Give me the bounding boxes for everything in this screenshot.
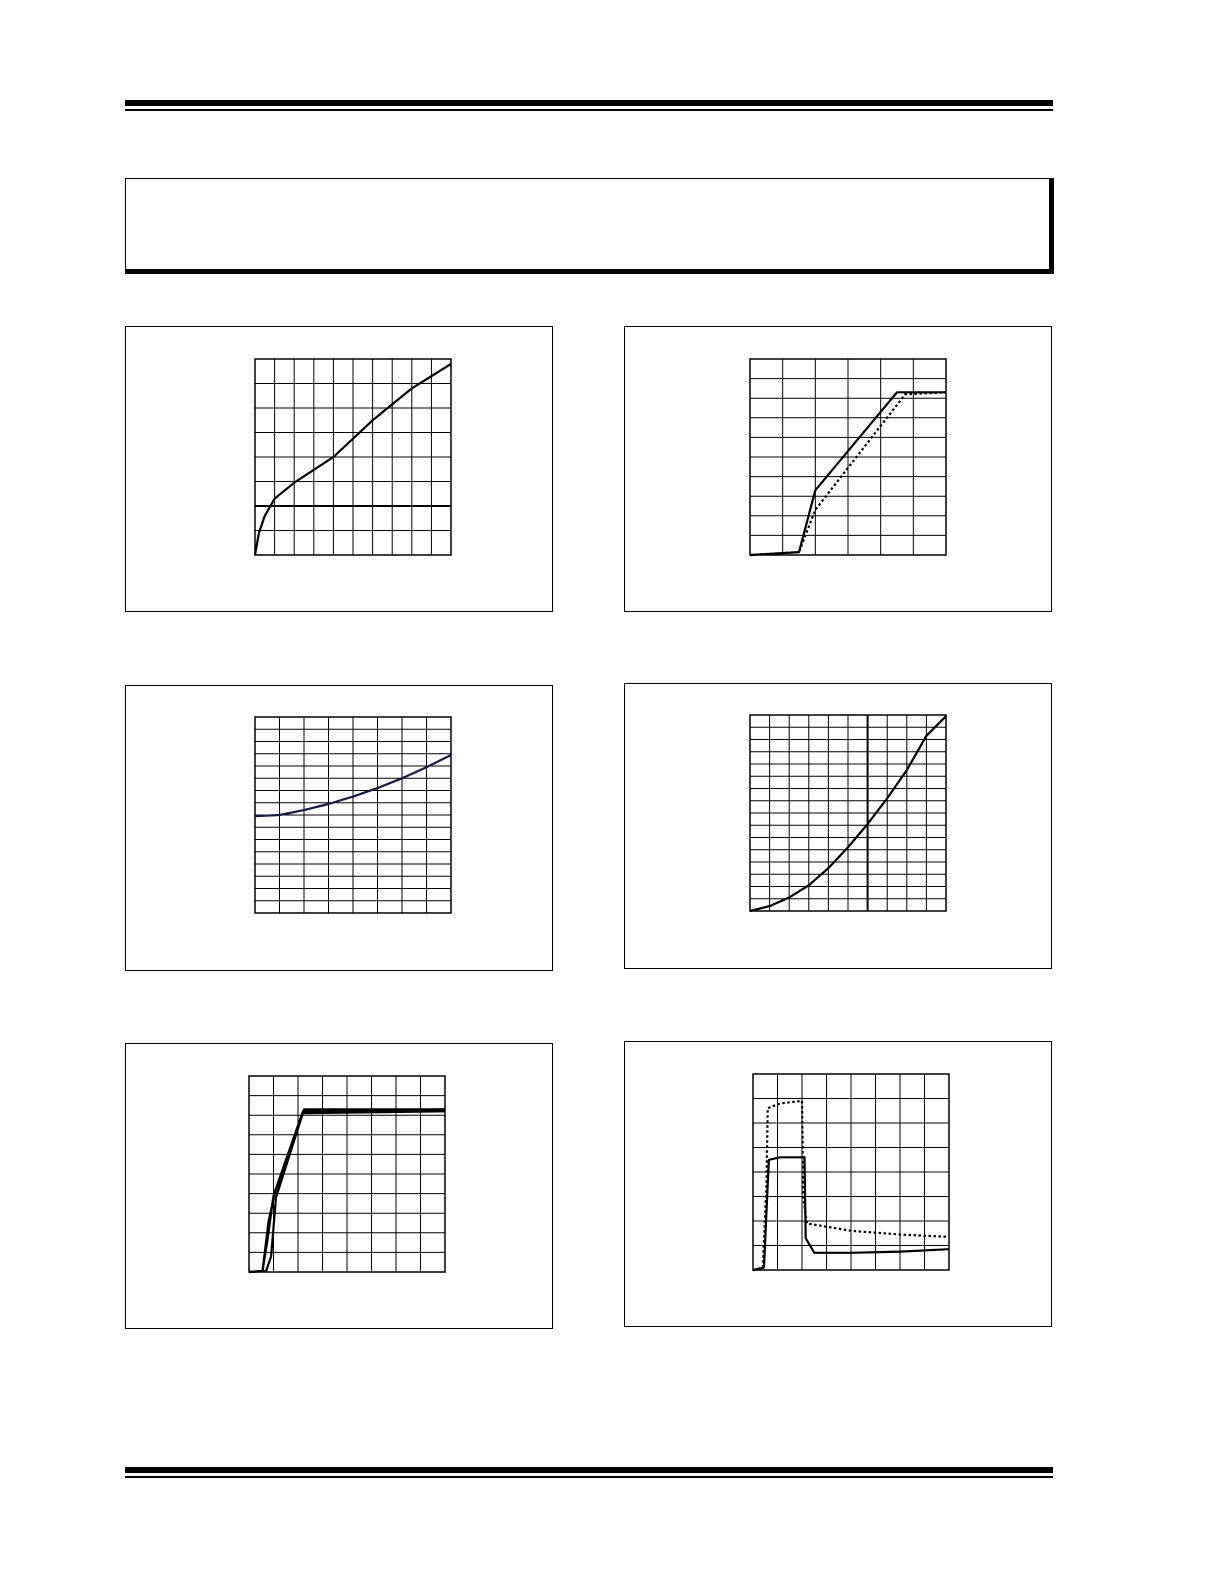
gridlines <box>750 715 946 911</box>
chart-6 <box>753 1074 949 1270</box>
chart-panel-5 <box>125 1043 553 1329</box>
chart-panel-1 <box>125 326 553 612</box>
header-rule-thin <box>125 109 1053 111</box>
header-rule-thick <box>125 100 1053 106</box>
chart-1 <box>255 359 451 555</box>
gridlines <box>750 359 946 555</box>
chart-5 <box>249 1076 445 1272</box>
gridlines <box>249 1076 445 1272</box>
chart-panel-3 <box>125 685 553 971</box>
chart-panel-6 <box>624 1041 1052 1327</box>
note-box <box>125 178 1054 274</box>
chart-panel-4 <box>624 683 1052 969</box>
footer-rule-thin <box>125 1476 1053 1478</box>
footer-rule-thick <box>125 1467 1053 1473</box>
chart-2 <box>750 359 946 555</box>
chart-3 <box>255 717 451 913</box>
gridlines <box>255 359 451 555</box>
chart-panel-2 <box>624 326 1052 612</box>
chart-4 <box>750 715 946 911</box>
